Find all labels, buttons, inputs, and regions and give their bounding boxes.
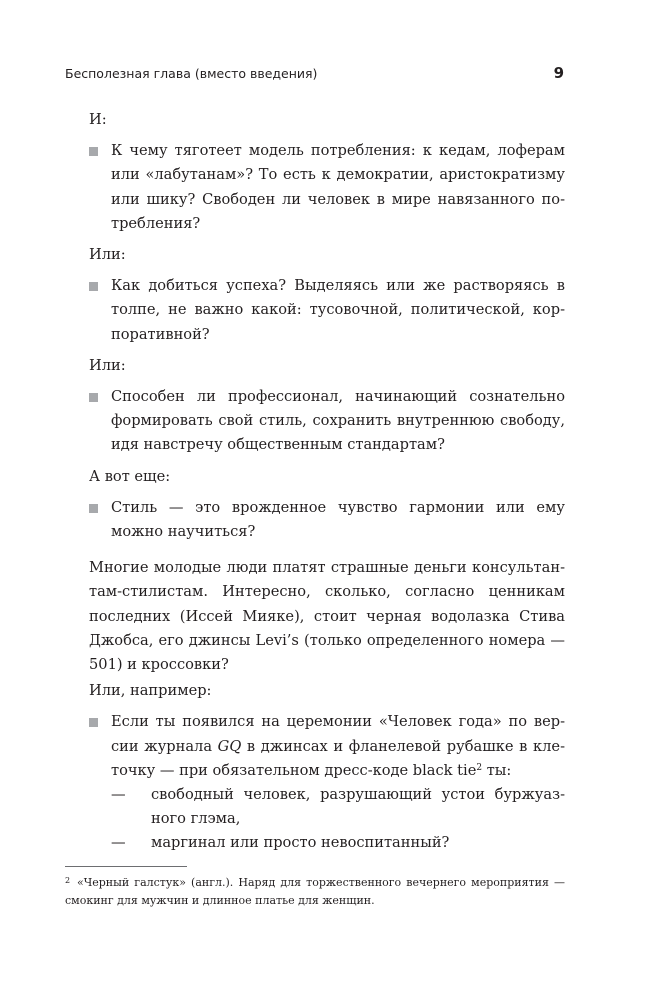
dash-list bbox=[111, 783, 565, 856]
bullet-text: Как добиться успеха? Выделяясь или же растворяясь в толпе, не важно какой: тусовочной, политической, корпоративной? bbox=[111, 277, 565, 343]
bullet-text: Стиль — это врожденное чувство гармонии или ему можно научиться? bbox=[111, 498, 565, 541]
label-or: Или: bbox=[89, 246, 126, 264]
bullet-text: К чему тяготеет модель потребления: к кедам, лоферам или «лабутанам»? То есть к демократии, аристократизму или шику? Свободен ли человек в мире навязанного потребления? bbox=[111, 142, 565, 232]
bullet-text: Способен ли профессионал, начинающий сознательно формировать свой стиль, сохранить внутреннюю свободу, идя навстречу общественным стандартам? bbox=[111, 388, 565, 454]
page-number: 9 bbox=[553, 64, 564, 82]
magazine-name: GQ bbox=[217, 737, 242, 755]
running-head bbox=[65, 64, 564, 86]
body-text bbox=[89, 108, 565, 856]
footnote-divider bbox=[65, 866, 187, 867]
dash-text: маргинал или просто невоспитанный? bbox=[151, 834, 450, 852]
footnote-text: «Черный галстук» (англ.). Наряд для торжественного вечернего мероприятия — смокинг для мужчин и длинное платье для женщин. bbox=[65, 876, 565, 907]
dash-mark: — bbox=[111, 786, 126, 804]
square-bullet-icon bbox=[89, 504, 98, 513]
label-and-also: А вот еще: bbox=[89, 467, 171, 485]
running-title: Бесполезная глава (вместо введения) bbox=[65, 66, 318, 81]
bullet-item-professional bbox=[89, 385, 565, 458]
bullet-text-part: в джинсах и фланелевой рубашке в клеточку — при обязательном дресс-коде black tie bbox=[111, 737, 565, 779]
dash-item bbox=[111, 783, 565, 831]
label-or: Или: bbox=[89, 356, 126, 374]
bullet-item-style-harmony bbox=[89, 496, 565, 544]
bullet-item-success bbox=[89, 274, 565, 347]
footnote-number: 2 bbox=[65, 876, 71, 885]
square-bullet-icon bbox=[89, 393, 98, 402]
bullet-text-part: Если ты появился на церемонии «Человек года» по версии журнала bbox=[111, 713, 565, 755]
bullet-item-consumption bbox=[89, 139, 565, 236]
label-and: И: bbox=[89, 111, 107, 128]
square-bullet-icon bbox=[89, 718, 98, 727]
dash-item bbox=[111, 831, 565, 855]
footnote bbox=[65, 872, 565, 910]
footnote-reference[interactable]: 2 bbox=[476, 762, 483, 773]
dash-text: свободный человек, разрушающий устои буржуазного глэма, bbox=[151, 786, 565, 828]
bullet-item-person-of-year bbox=[89, 710, 565, 855]
square-bullet-icon bbox=[89, 147, 98, 156]
paragraph: Многие молодые люди платят страшные деньги консультантам-стилистам. Интересно, сколько, согласно ценникам последних (Иссей Мияке), стоит черная водолазка Стива Джобса, его джинсы Levi’s (только определенного номера — 501) и кроссовки? bbox=[89, 559, 565, 674]
label-for-example: Или, например: bbox=[89, 682, 212, 700]
square-bullet-icon bbox=[89, 282, 98, 291]
dash-mark: — bbox=[111, 834, 126, 852]
bullet-text-part: ты: bbox=[482, 761, 512, 779]
